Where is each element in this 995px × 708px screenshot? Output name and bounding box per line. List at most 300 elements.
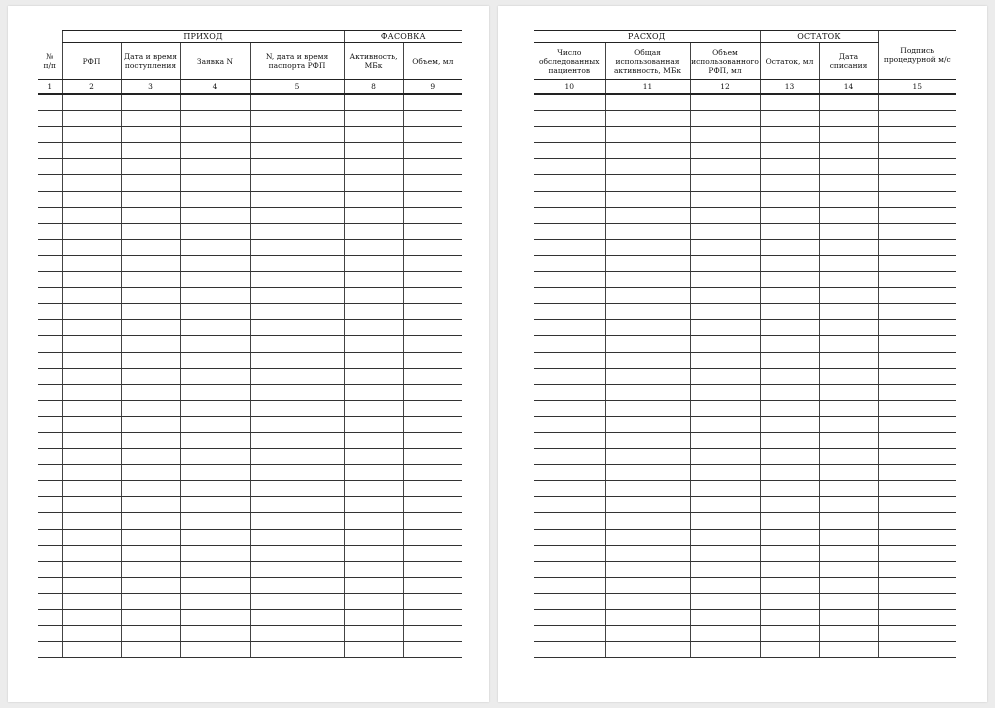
ledger-cell[interactable]	[534, 239, 605, 255]
ledger-cell[interactable]	[878, 593, 956, 609]
ledger-cell[interactable]	[250, 465, 344, 481]
ledger-cell[interactable]	[534, 513, 605, 529]
ledger-cell[interactable]	[403, 239, 462, 255]
ledger-cell[interactable]	[878, 159, 956, 175]
ledger-cell[interactable]	[38, 449, 62, 465]
ledger-cell[interactable]	[819, 304, 878, 320]
ledger-cell[interactable]	[605, 223, 690, 239]
ledger-cell[interactable]	[760, 400, 819, 416]
ledger-cell[interactable]	[250, 94, 344, 111]
ledger-cell[interactable]	[760, 626, 819, 642]
ledger-cell[interactable]	[534, 497, 605, 513]
ledger-cell[interactable]	[344, 432, 403, 448]
ledger-cell[interactable]	[760, 320, 819, 336]
ledger-cell[interactable]	[878, 529, 956, 545]
ledger-cell[interactable]	[534, 416, 605, 432]
ledger-cell[interactable]	[180, 416, 250, 432]
ledger-cell[interactable]	[250, 111, 344, 127]
ledger-cell[interactable]	[690, 577, 760, 593]
ledger-cell[interactable]	[62, 159, 121, 175]
ledger-cell[interactable]	[819, 239, 878, 255]
ledger-cell[interactable]	[344, 272, 403, 288]
ledger-cell[interactable]	[819, 610, 878, 626]
ledger-cell[interactable]	[878, 416, 956, 432]
ledger-cell[interactable]	[690, 94, 760, 111]
ledger-cell[interactable]	[121, 207, 180, 223]
ledger-cell[interactable]	[605, 384, 690, 400]
ledger-cell[interactable]	[38, 175, 62, 191]
ledger-cell[interactable]	[403, 94, 462, 111]
ledger-cell[interactable]	[878, 143, 956, 159]
ledger-cell[interactable]	[62, 94, 121, 111]
ledger-cell[interactable]	[62, 207, 121, 223]
ledger-cell[interactable]	[62, 352, 121, 368]
ledger-cell[interactable]	[38, 368, 62, 384]
ledger-cell[interactable]	[62, 288, 121, 304]
ledger-cell[interactable]	[690, 175, 760, 191]
ledger-cell[interactable]	[180, 400, 250, 416]
ledger-cell[interactable]	[690, 384, 760, 400]
ledger-cell[interactable]	[534, 191, 605, 207]
ledger-cell[interactable]	[534, 143, 605, 159]
ledger-cell[interactable]	[403, 207, 462, 223]
ledger-cell[interactable]	[121, 159, 180, 175]
ledger-cell[interactable]	[403, 288, 462, 304]
ledger-cell[interactable]	[819, 175, 878, 191]
ledger-cell[interactable]	[344, 497, 403, 513]
ledger-cell[interactable]	[62, 304, 121, 320]
ledger-cell[interactable]	[403, 304, 462, 320]
ledger-cell[interactable]	[819, 191, 878, 207]
ledger-cell[interactable]	[403, 577, 462, 593]
ledger-cell[interactable]	[344, 545, 403, 561]
ledger-cell[interactable]	[344, 288, 403, 304]
ledger-cell[interactable]	[760, 336, 819, 352]
ledger-cell[interactable]	[250, 272, 344, 288]
ledger-cell[interactable]	[62, 239, 121, 255]
ledger-cell[interactable]	[121, 336, 180, 352]
ledger-cell[interactable]	[250, 288, 344, 304]
ledger-cell[interactable]	[344, 561, 403, 577]
ledger-cell[interactable]	[403, 449, 462, 465]
ledger-cell[interactable]	[250, 642, 344, 658]
ledger-cell[interactable]	[878, 384, 956, 400]
ledger-cell[interactable]	[819, 320, 878, 336]
ledger-cell[interactable]	[403, 159, 462, 175]
ledger-cell[interactable]	[38, 593, 62, 609]
ledger-cell[interactable]	[760, 239, 819, 255]
ledger-cell[interactable]	[760, 191, 819, 207]
ledger-cell[interactable]	[180, 175, 250, 191]
ledger-cell[interactable]	[121, 352, 180, 368]
ledger-cell[interactable]	[38, 288, 62, 304]
ledger-cell[interactable]	[344, 336, 403, 352]
ledger-cell[interactable]	[760, 384, 819, 400]
ledger-cell[interactable]	[62, 416, 121, 432]
ledger-cell[interactable]	[534, 223, 605, 239]
ledger-cell[interactable]	[180, 159, 250, 175]
ledger-cell[interactable]	[344, 384, 403, 400]
ledger-cell[interactable]	[38, 561, 62, 577]
ledger-cell[interactable]	[819, 94, 878, 111]
ledger-cell[interactable]	[690, 111, 760, 127]
ledger-cell[interactable]	[605, 593, 690, 609]
ledger-cell[interactable]	[121, 368, 180, 384]
ledger-cell[interactable]	[250, 127, 344, 143]
ledger-cell[interactable]	[690, 207, 760, 223]
ledger-cell[interactable]	[250, 304, 344, 320]
ledger-cell[interactable]	[62, 545, 121, 561]
ledger-cell[interactable]	[605, 304, 690, 320]
ledger-cell[interactable]	[605, 400, 690, 416]
ledger-cell[interactable]	[62, 481, 121, 497]
ledger-cell[interactable]	[403, 320, 462, 336]
ledger-cell[interactable]	[180, 223, 250, 239]
ledger-cell[interactable]	[760, 368, 819, 384]
ledger-cell[interactable]	[534, 577, 605, 593]
ledger-cell[interactable]	[121, 432, 180, 448]
ledger-cell[interactable]	[250, 191, 344, 207]
ledger-cell[interactable]	[878, 94, 956, 111]
ledger-cell[interactable]	[605, 288, 690, 304]
ledger-cell[interactable]	[180, 239, 250, 255]
ledger-cell[interactable]	[38, 577, 62, 593]
ledger-cell[interactable]	[760, 304, 819, 320]
ledger-cell[interactable]	[344, 416, 403, 432]
ledger-cell[interactable]	[760, 577, 819, 593]
ledger-cell[interactable]	[38, 223, 62, 239]
ledger-cell[interactable]	[344, 127, 403, 143]
ledger-cell[interactable]	[250, 207, 344, 223]
ledger-cell[interactable]	[605, 255, 690, 271]
ledger-cell[interactable]	[344, 223, 403, 239]
ledger-cell[interactable]	[250, 593, 344, 609]
ledger-cell[interactable]	[62, 223, 121, 239]
ledger-cell[interactable]	[819, 111, 878, 127]
ledger-cell[interactable]	[819, 336, 878, 352]
ledger-cell[interactable]	[605, 207, 690, 223]
ledger-cell[interactable]	[250, 336, 344, 352]
ledger-cell[interactable]	[180, 561, 250, 577]
ledger-cell[interactable]	[38, 545, 62, 561]
ledger-cell[interactable]	[62, 111, 121, 127]
ledger-cell[interactable]	[121, 320, 180, 336]
ledger-cell[interactable]	[121, 449, 180, 465]
ledger-cell[interactable]	[690, 432, 760, 448]
ledger-cell[interactable]	[819, 223, 878, 239]
ledger-cell[interactable]	[38, 159, 62, 175]
ledger-cell[interactable]	[819, 577, 878, 593]
ledger-cell[interactable]	[403, 642, 462, 658]
ledger-cell[interactable]	[344, 352, 403, 368]
ledger-cell[interactable]	[180, 127, 250, 143]
ledger-cell[interactable]	[62, 561, 121, 577]
ledger-cell[interactable]	[605, 497, 690, 513]
ledger-cell[interactable]	[878, 175, 956, 191]
ledger-cell[interactable]	[344, 610, 403, 626]
ledger-cell[interactable]	[344, 481, 403, 497]
ledger-cell[interactable]	[605, 175, 690, 191]
ledger-cell[interactable]	[250, 545, 344, 561]
ledger-cell[interactable]	[121, 497, 180, 513]
ledger-cell[interactable]	[605, 561, 690, 577]
ledger-cell[interactable]	[403, 111, 462, 127]
ledger-cell[interactable]	[878, 432, 956, 448]
ledger-cell[interactable]	[38, 416, 62, 432]
ledger-cell[interactable]	[121, 175, 180, 191]
ledger-cell[interactable]	[344, 239, 403, 255]
ledger-cell[interactable]	[62, 449, 121, 465]
ledger-cell[interactable]	[819, 143, 878, 159]
ledger-cell[interactable]	[605, 449, 690, 465]
ledger-cell[interactable]	[121, 513, 180, 529]
ledger-cell[interactable]	[344, 207, 403, 223]
ledger-cell[interactable]	[819, 288, 878, 304]
ledger-cell[interactable]	[878, 481, 956, 497]
ledger-cell[interactable]	[38, 127, 62, 143]
ledger-cell[interactable]	[180, 384, 250, 400]
ledger-cell[interactable]	[121, 545, 180, 561]
ledger-cell[interactable]	[878, 320, 956, 336]
ledger-cell[interactable]	[819, 272, 878, 288]
ledger-cell[interactable]	[605, 481, 690, 497]
ledger-cell[interactable]	[344, 400, 403, 416]
ledger-cell[interactable]	[534, 545, 605, 561]
ledger-cell[interactable]	[38, 352, 62, 368]
ledger-cell[interactable]	[605, 432, 690, 448]
ledger-cell[interactable]	[121, 288, 180, 304]
ledger-cell[interactable]	[62, 529, 121, 545]
ledger-cell[interactable]	[878, 255, 956, 271]
ledger-cell[interactable]	[62, 320, 121, 336]
ledger-cell[interactable]	[403, 175, 462, 191]
ledger-cell[interactable]	[534, 111, 605, 127]
ledger-cell[interactable]	[690, 481, 760, 497]
ledger-cell[interactable]	[38, 272, 62, 288]
ledger-cell[interactable]	[819, 561, 878, 577]
ledger-cell[interactable]	[690, 352, 760, 368]
ledger-cell[interactable]	[690, 368, 760, 384]
ledger-cell[interactable]	[180, 577, 250, 593]
ledger-cell[interactable]	[760, 561, 819, 577]
ledger-cell[interactable]	[344, 159, 403, 175]
ledger-cell[interactable]	[760, 432, 819, 448]
ledger-cell[interactable]	[62, 384, 121, 400]
ledger-cell[interactable]	[605, 513, 690, 529]
ledger-cell[interactable]	[250, 175, 344, 191]
ledger-cell[interactable]	[690, 143, 760, 159]
ledger-cell[interactable]	[121, 561, 180, 577]
ledger-cell[interactable]	[760, 175, 819, 191]
ledger-cell[interactable]	[534, 465, 605, 481]
ledger-cell[interactable]	[180, 288, 250, 304]
ledger-cell[interactable]	[180, 352, 250, 368]
ledger-cell[interactable]	[534, 593, 605, 609]
ledger-cell[interactable]	[38, 513, 62, 529]
ledger-cell[interactable]	[878, 127, 956, 143]
ledger-cell[interactable]	[534, 400, 605, 416]
ledger-cell[interactable]	[819, 449, 878, 465]
ledger-cell[interactable]	[819, 127, 878, 143]
ledger-cell[interactable]	[534, 561, 605, 577]
ledger-cell[interactable]	[121, 223, 180, 239]
ledger-cell[interactable]	[403, 416, 462, 432]
ledger-cell[interactable]	[121, 465, 180, 481]
ledger-cell[interactable]	[534, 255, 605, 271]
ledger-cell[interactable]	[878, 465, 956, 481]
ledger-cell[interactable]	[121, 255, 180, 271]
ledger-cell[interactable]	[760, 111, 819, 127]
ledger-cell[interactable]	[62, 513, 121, 529]
ledger-cell[interactable]	[690, 336, 760, 352]
ledger-cell[interactable]	[403, 545, 462, 561]
ledger-cell[interactable]	[819, 513, 878, 529]
ledger-cell[interactable]	[344, 304, 403, 320]
ledger-cell[interactable]	[403, 368, 462, 384]
ledger-cell[interactable]	[878, 272, 956, 288]
ledger-cell[interactable]	[534, 336, 605, 352]
ledger-cell[interactable]	[38, 255, 62, 271]
ledger-cell[interactable]	[250, 577, 344, 593]
ledger-cell[interactable]	[760, 352, 819, 368]
ledger-cell[interactable]	[344, 513, 403, 529]
ledger-cell[interactable]	[38, 336, 62, 352]
ledger-cell[interactable]	[534, 368, 605, 384]
ledger-cell[interactable]	[690, 561, 760, 577]
ledger-cell[interactable]	[38, 191, 62, 207]
ledger-cell[interactable]	[344, 175, 403, 191]
ledger-cell[interactable]	[62, 432, 121, 448]
ledger-cell[interactable]	[250, 513, 344, 529]
ledger-cell[interactable]	[403, 593, 462, 609]
ledger-cell[interactable]	[344, 593, 403, 609]
ledger-cell[interactable]	[38, 94, 62, 111]
ledger-cell[interactable]	[760, 272, 819, 288]
ledger-cell[interactable]	[403, 513, 462, 529]
ledger-cell[interactable]	[878, 352, 956, 368]
ledger-cell[interactable]	[180, 143, 250, 159]
ledger-cell[interactable]	[878, 336, 956, 352]
ledger-cell[interactable]	[819, 481, 878, 497]
ledger-cell[interactable]	[878, 642, 956, 658]
ledger-cell[interactable]	[38, 481, 62, 497]
ledger-cell[interactable]	[62, 465, 121, 481]
ledger-cell[interactable]	[819, 432, 878, 448]
ledger-cell[interactable]	[38, 143, 62, 159]
ledger-cell[interactable]	[121, 610, 180, 626]
ledger-cell[interactable]	[180, 207, 250, 223]
ledger-cell[interactable]	[605, 368, 690, 384]
ledger-cell[interactable]	[878, 545, 956, 561]
ledger-cell[interactable]	[760, 223, 819, 239]
ledger-cell[interactable]	[403, 610, 462, 626]
ledger-cell[interactable]	[605, 336, 690, 352]
ledger-cell[interactable]	[121, 272, 180, 288]
ledger-cell[interactable]	[38, 432, 62, 448]
ledger-cell[interactable]	[690, 159, 760, 175]
ledger-cell[interactable]	[180, 529, 250, 545]
ledger-cell[interactable]	[534, 481, 605, 497]
ledger-cell[interactable]	[62, 336, 121, 352]
ledger-cell[interactable]	[690, 610, 760, 626]
ledger-cell[interactable]	[38, 465, 62, 481]
ledger-cell[interactable]	[605, 577, 690, 593]
ledger-cell[interactable]	[878, 577, 956, 593]
ledger-cell[interactable]	[878, 497, 956, 513]
ledger-cell[interactable]	[690, 400, 760, 416]
ledger-cell[interactable]	[534, 127, 605, 143]
ledger-cell[interactable]	[760, 513, 819, 529]
ledger-cell[interactable]	[38, 384, 62, 400]
ledger-cell[interactable]	[878, 288, 956, 304]
ledger-cell[interactable]	[180, 432, 250, 448]
ledger-cell[interactable]	[250, 400, 344, 416]
ledger-cell[interactable]	[344, 94, 403, 111]
ledger-cell[interactable]	[760, 288, 819, 304]
ledger-cell[interactable]	[690, 497, 760, 513]
ledger-cell[interactable]	[878, 239, 956, 255]
ledger-cell[interactable]	[605, 143, 690, 159]
ledger-cell[interactable]	[38, 497, 62, 513]
ledger-cell[interactable]	[760, 545, 819, 561]
ledger-cell[interactable]	[819, 465, 878, 481]
ledger-cell[interactable]	[403, 223, 462, 239]
ledger-cell[interactable]	[760, 449, 819, 465]
ledger-cell[interactable]	[760, 593, 819, 609]
ledger-cell[interactable]	[878, 304, 956, 320]
ledger-cell[interactable]	[344, 111, 403, 127]
ledger-cell[interactable]	[180, 545, 250, 561]
ledger-cell[interactable]	[403, 529, 462, 545]
ledger-cell[interactable]	[605, 111, 690, 127]
ledger-cell[interactable]	[403, 127, 462, 143]
ledger-cell[interactable]	[250, 610, 344, 626]
ledger-cell[interactable]	[403, 191, 462, 207]
ledger-cell[interactable]	[690, 593, 760, 609]
ledger-cell[interactable]	[605, 545, 690, 561]
ledger-cell[interactable]	[690, 272, 760, 288]
ledger-cell[interactable]	[62, 400, 121, 416]
ledger-cell[interactable]	[62, 642, 121, 658]
ledger-cell[interactable]	[62, 626, 121, 642]
ledger-cell[interactable]	[250, 416, 344, 432]
ledger-cell[interactable]	[760, 159, 819, 175]
ledger-cell[interactable]	[878, 207, 956, 223]
ledger-cell[interactable]	[605, 191, 690, 207]
ledger-cell[interactable]	[605, 320, 690, 336]
ledger-cell[interactable]	[878, 111, 956, 127]
ledger-cell[interactable]	[62, 175, 121, 191]
ledger-cell[interactable]	[819, 642, 878, 658]
ledger-cell[interactable]	[534, 175, 605, 191]
ledger-cell[interactable]	[403, 143, 462, 159]
ledger-cell[interactable]	[878, 449, 956, 465]
ledger-cell[interactable]	[344, 449, 403, 465]
ledger-cell[interactable]	[250, 561, 344, 577]
ledger-cell[interactable]	[403, 561, 462, 577]
ledger-cell[interactable]	[180, 191, 250, 207]
ledger-cell[interactable]	[62, 143, 121, 159]
ledger-cell[interactable]	[121, 626, 180, 642]
ledger-cell[interactable]	[534, 304, 605, 320]
ledger-cell[interactable]	[819, 400, 878, 416]
ledger-cell[interactable]	[180, 320, 250, 336]
ledger-cell[interactable]	[403, 400, 462, 416]
ledger-cell[interactable]	[62, 497, 121, 513]
ledger-cell[interactable]	[121, 191, 180, 207]
ledger-cell[interactable]	[690, 642, 760, 658]
ledger-cell[interactable]	[819, 529, 878, 545]
